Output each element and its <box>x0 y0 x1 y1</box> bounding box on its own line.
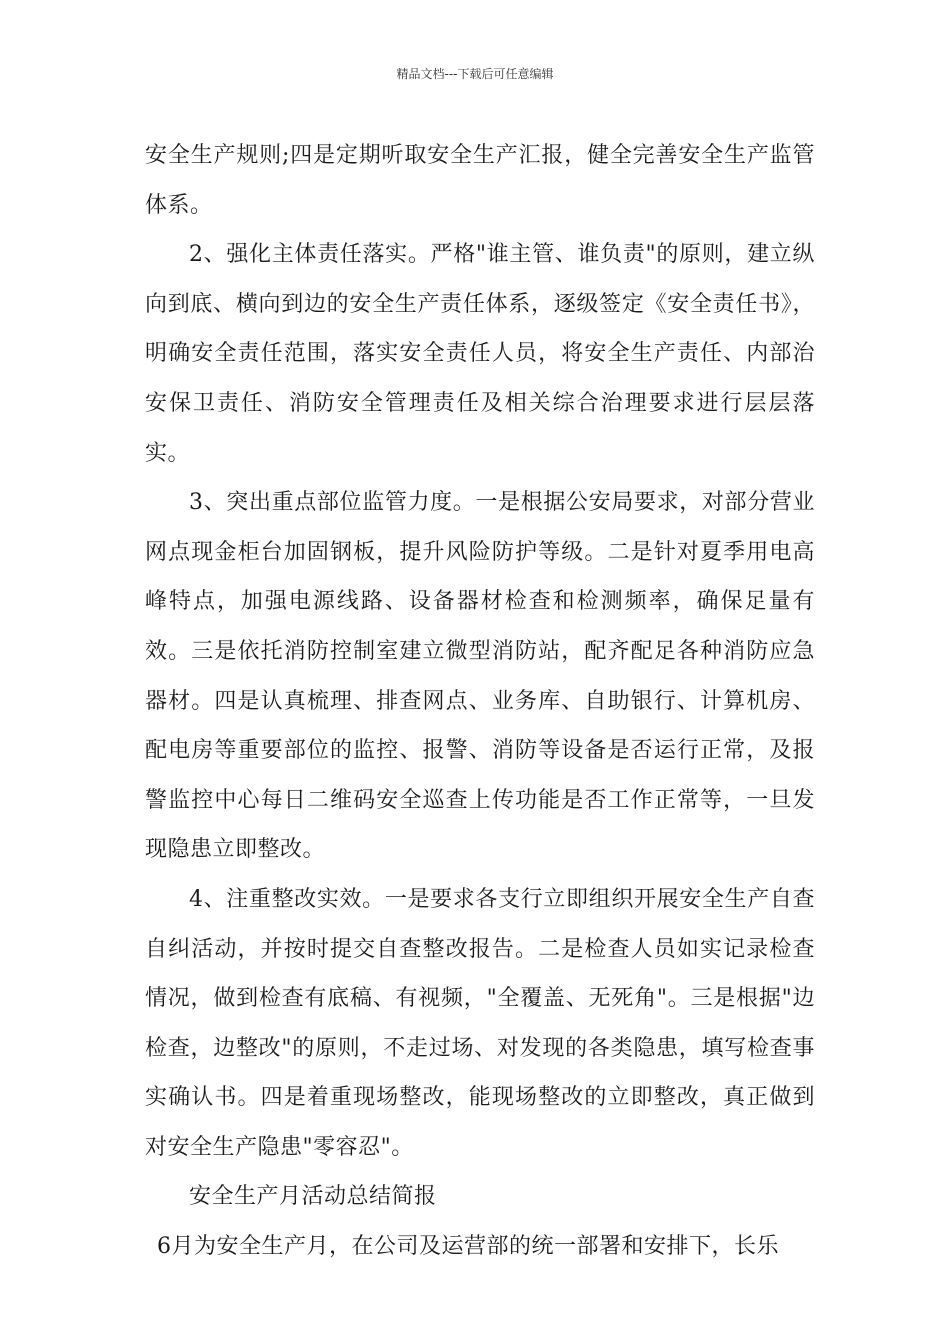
paragraph-item-4: 4、注重整改实效。一是要求各支行立即组织开展安全生产自查自纠活动，并按时提交自查整改报告。二是检查人员如实记录检查情况，做到检查有底稿、有视频，"全覆盖、无死角"。三是根据"边检查，边整改"的原则，不走过场、对发现的各类隐患，填写检查事实确认书。四是着重现场整改，能现场整改的立即整改，真正做到对安全生产隐患"零容忍"。 <box>145 886 815 1160</box>
paragraph-intro: 6月为安全生产月，在公司及运营部的统一部署和安排下，长乐 <box>157 1234 779 1260</box>
page-header: 精品文档---下载后可任意编辑 <box>396 67 554 81</box>
paragraph-continuation: 安全生产规则;四是定期听取安全生产汇报，健全完善安全生产监管体系。 <box>145 143 815 218</box>
paragraph-item-3: 3、突出重点部位监管力度。一是根据公安局要求，对部分营业网点现金柜台加固钢板，提升风险防护等级。二是针对夏季用电高峰特点，加强电源线路、设备器材检查和检测频率，确保足量有效。三是依托消防控制室建立微型消防站，配齐配足各种消防应急器材。四是认真梳理、排查网点、业务库、自助银行、计算机房、配电房等重要部位的监控、报警、消防等设备是否运行正常，及报警监控中心每日二维码安全巡查上传功能是否工作正常等，一旦发现隐患立即整改。 <box>145 490 815 863</box>
section-title: 安全生产月活动总结简报 <box>189 1184 437 1210</box>
paragraph-item-2: 2、强化主体责任落实。严格"谁主管、谁负责"的原则，建立纵向到底、横向到边的安全生产责任体系，逐级签定《安全责任书》，明确安全责任范围，落实安全责任人员，将安全生产责任、内部治安保卫责任、消防安全管理责任及相关综合治理要求进行层层落实。 <box>145 242 815 466</box>
document-body <box>145 131 815 1272</box>
